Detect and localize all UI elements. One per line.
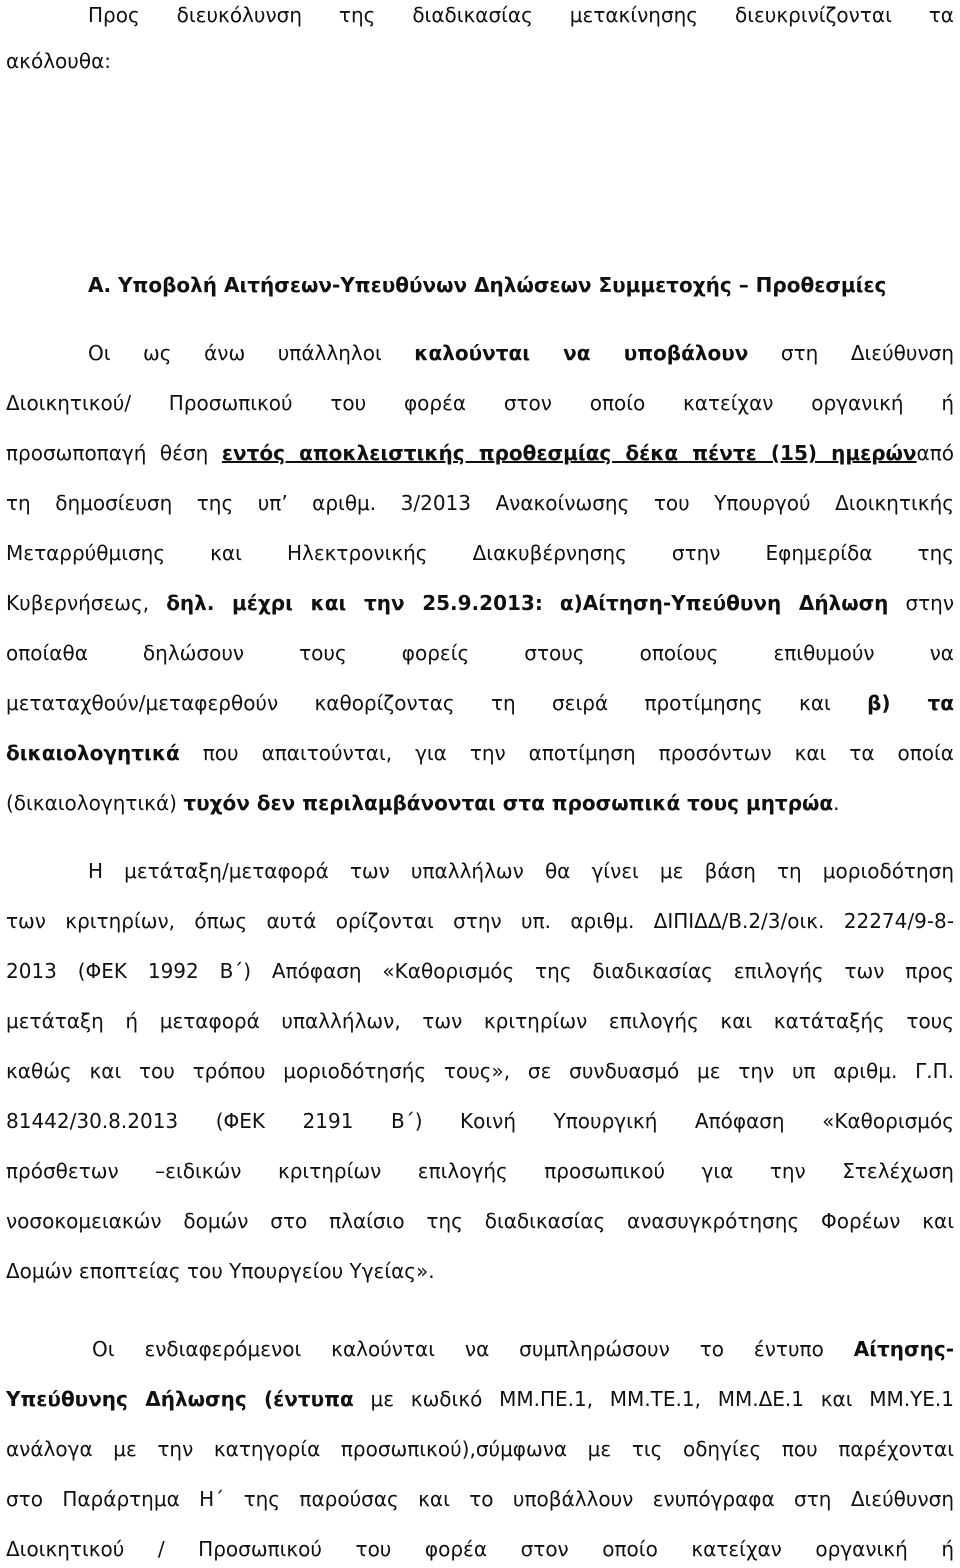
intro-line-1: Προς διευκόλυνση της διαδικασίας μετακίνησης διευκρινίζονται τα <box>88 3 954 27</box>
p3-line-5: Διοικητικού / Προσωπικού του φορέα στον οποίο κατείχαν οργανική ή <box>6 1537 954 1561</box>
p2-line-7: πρόσθετων –ειδικών κριτηρίων επιλογής προσωπικού για την Στελέχωση <box>6 1159 954 1183</box>
p1-line-2: Διοικητικού/ Προσωπικού του φορέα στον οποίο κατείχαν οργανική ή <box>6 391 954 415</box>
intro-line-2: ακόλουθα: <box>6 49 112 73</box>
p1-line-3: προσωποπαγή θέση εντός αποκλειστικής προθεσμίας δέκα πέντε (15) ημερώναπό <box>6 441 954 465</box>
p2-line-4: μετάταξη ή μεταφορά υπαλλήλων, των κριτηρίων επιλογής και κατάταξής τους <box>6 1009 954 1033</box>
p2-line-2: των κριτηρίων, όπως αυτά ορίζονται στην υπ. αριθμ. ΔΙΠΙΔΔ/Β.2/3/οικ. 22274/9-8- <box>6 909 954 933</box>
p1-line-5: Μεταρρύθμισης και Ηλεκτρονικής Διακυβέρνησης στην Εφημερίδα της <box>6 541 954 565</box>
p2-line-9: Δομών εποπτείας του Υπουργείου Υγείας». <box>6 1259 435 1283</box>
p3-line-2: Υπεύθυνης Δήλωσης (έντυπα με κωδικό ΜΜ.ΠΕ.1, ΜΜ.ΤΕ.1, ΜΜ.ΔΕ.1 και ΜΜ.ΥΕ.1 <box>6 1387 954 1411</box>
p2-line-8: νοσοκομειακών δομών στο πλαίσιο της διαδικασίας ανασυγκρότησης Φορέων και <box>6 1209 954 1233</box>
p1-line-10: (δικαιολογητικά) τυχόν δεν περιλαμβάνονται στα προσωπικά τους μητρώα. <box>6 791 840 815</box>
p1-line-9: δικαιολογητικά που απαιτούνται, για την αποτίμηση προσόντων και τα οποία <box>6 741 954 765</box>
section-heading: Α. Υποβολή Αιτήσεων-Υπευθύνων Δηλώσεων Συμμετοχής – Προθεσμίες <box>88 273 887 297</box>
p3-line-3: ανάλογα με την κατηγορία προσωπικού),σύμφωνα με τις οδηγίες που παρέχονται <box>6 1437 954 1461</box>
p3-line-1: Οι ενδιαφερόμενοι καλούνται να συμπληρώσουν το έντυπο Αίτησης- <box>92 1337 954 1361</box>
deadline-date: δηλ. μέχρι και την 25.9.2013: <box>166 591 543 615</box>
p3-line-4: στο Παράρτημα Η΄ της παρούσας και το υποβάλλουν ενυπόγραφα στη Διεύθυνση <box>6 1487 954 1511</box>
p1-line-4: τη δημοσίευση της υπ’ αριθμ. 3/2013 Ανακοίνωσης του Υπουργού Διοικητικής <box>6 491 954 515</box>
p2-line-6: 81442/30.8.2013 (ΦΕΚ 2191 Β΄) Κοινή Υπουργική Απόφαση «Καθορισμός <box>6 1109 954 1133</box>
p1-line-7: οποίαθα δηλώσουν τους φορείς στους οποίους επιθυμούν να <box>6 641 954 665</box>
p1-line-8: μεταταχθούν/μεταφερθούν καθορίζοντας τη σειρά προτίμησης και β) τα <box>6 691 954 715</box>
p2-line-1: Η μετάταξη/μεταφορά των υπαλλήλων θα γίνει με βάση τη μοριοδότηση <box>88 859 954 883</box>
p2-line-5: καθώς και του τρόπου μοριοδότησής τους», σε συνδυασμό με την υπ αριθμ. Γ.Π. <box>6 1059 954 1083</box>
deadline-text: εντός αποκλειστικής προθεσμίας δέκα πέντε (15) ημερών <box>221 441 917 465</box>
p2-line-3: 2013 (ΦΕΚ 1992 Β΄) Απόφαση «Καθορισμός της διαδικασίας επιλογής των προς <box>6 959 954 983</box>
p1-line-6: Κυβερνήσεως, δηλ. μέχρι και την 25.9.2013: α)Αίτηση-Υπεύθυνη Δήλωση στην <box>6 591 954 615</box>
p1-line-1: Οι ως άνω υπάλληλοι καλούνται να υποβάλουν στη Διεύθυνση <box>88 341 954 365</box>
